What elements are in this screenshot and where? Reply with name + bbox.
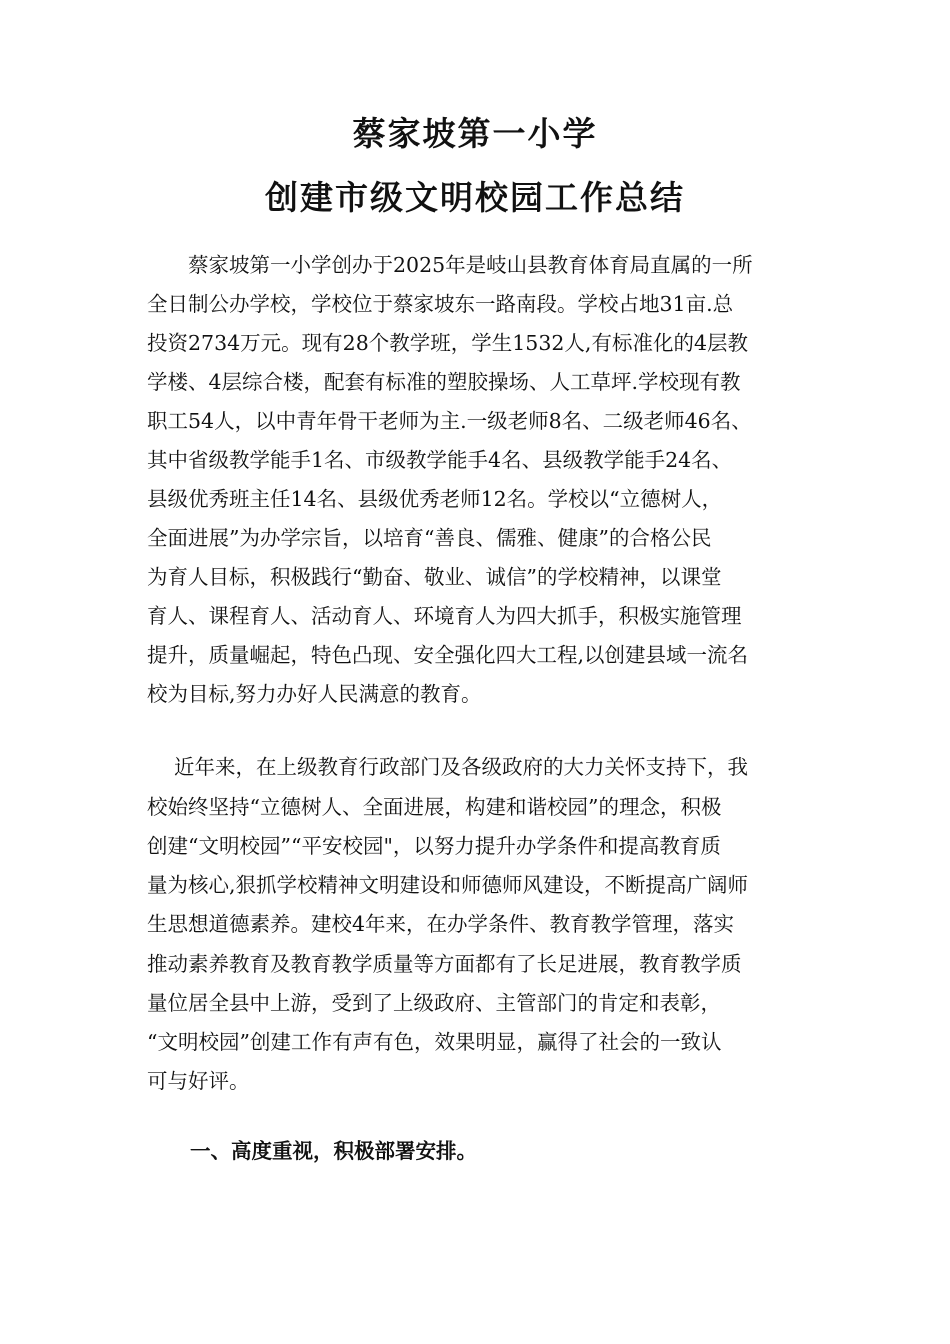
paragraph-2-line: 推动素养教育及教育教学质量等方面都有了长足进展，教育教学质 (147, 952, 742, 976)
paragraph-1-line: 育人、课程育人、活动育人、环境育人为四大抓手，积极实施管理 (147, 604, 742, 628)
paragraph-1-line: 其中省级教学能手1名、市级教学能手4名、县级教学能手24名、 (147, 448, 733, 472)
paragraph-1-line: 县级优秀班主任14名、县级优秀老师12名。学校以“立德树人， (147, 487, 723, 511)
paragraph-2-line: 创建“文明校园”“平安校园"，以努力提升办学条件和提高教育质 (147, 834, 721, 858)
paragraph-1-line: 学楼、4层综合楼，配套有标准的塑胶操场、人工草坪.学校现有教 (147, 370, 741, 394)
paragraph-2-line: 生思想道德素养。建校4年来，在办学条件、教育教学管理，落实 (147, 912, 735, 936)
paragraph-1-line: 职工54人，以中青年骨干老师为主.一级老师8名、二级老师46名、 (147, 409, 752, 433)
paragraph-1-line: 为育人目标，积极践行“勤奋、敬业、诚信”的学校精神，以课堂 (147, 565, 722, 589)
paragraph-1-line: 提升，质量崛起，特色凸现、安全强化四大工程,以创建县域一流名 (147, 643, 749, 667)
paragraph-1-line: 投资2734万元。现有28个教学班，学生1532人,有标准化的4层教 (147, 331, 748, 355)
paragraph-2-line: 量位居全县中上游，受到了上级政府、主管部门的肯定和表彰， (147, 991, 721, 1015)
paragraph-1-line: 全日制公办学校，学校位于蔡家坡东一路南段。学校占地31亩.总 (147, 292, 734, 316)
document-title-line2: 创建市级文明校园工作总结 (265, 178, 685, 217)
paragraph-2-line: 量为核心,狠抓学校精神文明建设和师德师风建设，不断提高广阔师 (147, 873, 749, 897)
paragraph-2-line: 校始终坚持“立德树人、全面进展，构建和谐校园”的理念，积极 (147, 795, 722, 819)
section-1-heading: 一、高度重视，积极部署安排。 (190, 1139, 477, 1163)
paragraph-2-line: 可与好评。 (147, 1069, 250, 1093)
paragraph-2-line: “文明校园”创建工作有声有色，效果明显，赢得了社会的一致认 (147, 1030, 722, 1054)
paragraph-2-line: 近年来，在上级教育行政部门及各级政府的大力关怀支持下，我 (147, 755, 749, 779)
paragraph-1-line: 全面进展”为办学宗旨，以培育“善良、儒雅、健康”的合格公民 (147, 526, 712, 550)
paragraph-1-line: 蔡家坡第一小学创办于2025年是岐山县教育体育局直属的一所 (147, 253, 753, 277)
paragraph-1-line: 校为目标,努力办好人民满意的教育。 (147, 682, 482, 706)
document-title-line1: 蔡家坡第一小学 (352, 114, 598, 153)
